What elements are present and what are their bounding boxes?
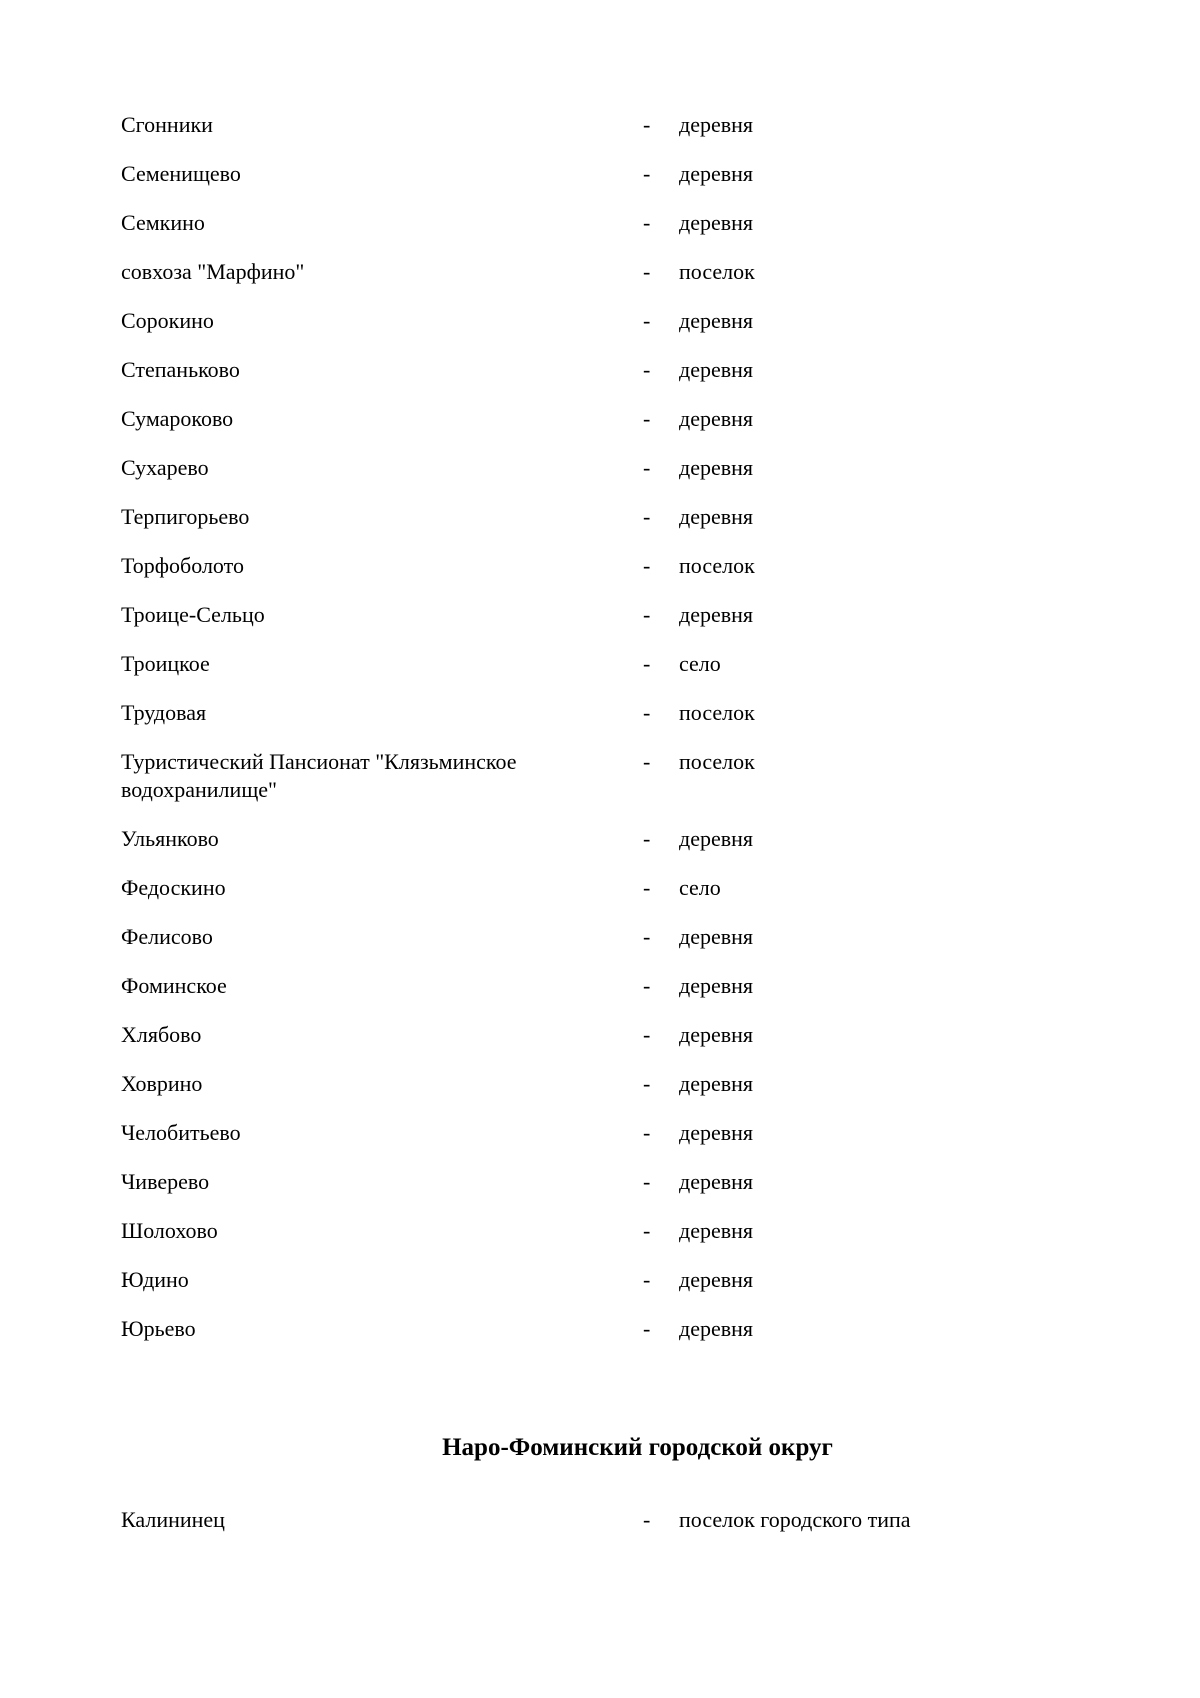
settlement-type: деревня <box>679 406 754 431</box>
settlement-list-2 <box>121 1506 1001 1555</box>
settlement-name: Сумароково <box>121 406 234 431</box>
list-item <box>121 552 1001 601</box>
settlement-type: деревня <box>679 1218 754 1243</box>
separator-dash: - <box>643 1218 651 1243</box>
list-item <box>121 650 1001 699</box>
list-item <box>121 699 1001 748</box>
separator-dash: - <box>643 112 651 137</box>
settlement-name: Троице-Сельцо <box>121 602 265 627</box>
list-item <box>121 1266 1001 1315</box>
list-item <box>121 454 1001 503</box>
section-heading: Наро-Фоминский городской округ <box>442 1434 833 1461</box>
settlement-name: Ульянково <box>121 826 219 851</box>
separator-dash: - <box>643 1316 651 1341</box>
list-item <box>121 111 1001 160</box>
settlement-name: совхоза "Марфино" <box>121 259 305 284</box>
settlement-name: Челобитьево <box>121 1120 241 1145</box>
separator-dash: - <box>643 161 651 186</box>
list-item <box>121 1119 1001 1168</box>
settlement-type: деревня <box>679 308 754 333</box>
settlement-name: Терпигорьево <box>121 504 250 529</box>
settlement-type: деревня <box>679 210 754 235</box>
list-item <box>121 405 1001 454</box>
settlement-name: Хлябово <box>121 1022 202 1047</box>
list-item <box>121 972 1001 1021</box>
list-item <box>121 1168 1001 1217</box>
settlement-type: деревня <box>679 1022 754 1047</box>
separator-dash: - <box>643 210 651 235</box>
settlement-type: поселок <box>679 700 755 725</box>
separator-dash: - <box>643 259 651 284</box>
settlement-name: Чиверево <box>121 1169 210 1194</box>
separator-dash: - <box>643 308 651 333</box>
settlement-type: поселок городского типа <box>679 1507 911 1532</box>
settlement-type: деревня <box>679 504 754 529</box>
settlement-type: поселок <box>679 259 755 284</box>
settlement-name: Юдино <box>121 1267 189 1292</box>
settlement-name: Калининец <box>121 1507 225 1532</box>
separator-dash: - <box>643 1507 651 1532</box>
settlement-type: деревня <box>679 1120 754 1145</box>
settlement-name: Туристический Пансионат "Клязьминское водохранилище" <box>121 749 517 802</box>
list-item <box>121 160 1001 209</box>
settlement-type: поселок <box>679 749 755 774</box>
settlement-name: Сгонники <box>121 112 213 137</box>
settlement-type: деревня <box>679 924 754 949</box>
list-item <box>121 307 1001 356</box>
settlement-name: Шолохово <box>121 1218 218 1243</box>
list-item <box>121 874 1001 923</box>
list-item <box>121 503 1001 552</box>
list-item <box>121 1217 1001 1266</box>
separator-dash: - <box>643 357 651 382</box>
settlement-type: деревня <box>679 1267 754 1292</box>
separator-dash: - <box>643 973 651 998</box>
settlement-name: Фелисово <box>121 924 213 949</box>
settlement-name: Торфоболото <box>121 553 244 578</box>
list-item <box>121 1070 1001 1119</box>
settlement-name: Троицкое <box>121 651 210 676</box>
separator-dash: - <box>643 1267 651 1292</box>
list-item <box>121 923 1001 972</box>
separator-dash: - <box>643 406 651 431</box>
separator-dash: - <box>643 1169 651 1194</box>
settlement-type: деревня <box>679 1316 754 1341</box>
settlement-name: Степаньково <box>121 357 240 382</box>
list-item <box>121 258 1001 307</box>
settlement-name: Ховрино <box>121 1071 203 1096</box>
list-item <box>121 825 1001 874</box>
separator-dash: - <box>643 504 651 529</box>
separator-dash: - <box>643 749 651 774</box>
settlement-name: Трудовая <box>121 700 207 725</box>
settlement-type: село <box>679 875 721 900</box>
settlement-name: Семкино <box>121 210 205 235</box>
list-item <box>121 601 1001 650</box>
separator-dash: - <box>643 1071 651 1096</box>
settlement-type: деревня <box>679 161 754 186</box>
settlement-type: поселок <box>679 553 755 578</box>
settlement-name: Федоскино <box>121 875 226 900</box>
settlement-type: село <box>679 651 721 676</box>
settlement-type: деревня <box>679 112 754 137</box>
settlement-name: Юрьево <box>121 1316 196 1341</box>
settlement-type: деревня <box>679 357 754 382</box>
separator-dash: - <box>643 553 651 578</box>
settlement-type: деревня <box>679 973 754 998</box>
settlement-type: деревня <box>679 602 754 627</box>
list-item <box>121 1021 1001 1070</box>
separator-dash: - <box>643 651 651 676</box>
separator-dash: - <box>643 924 651 949</box>
separator-dash: - <box>643 1022 651 1047</box>
settlement-type: деревня <box>679 826 754 851</box>
settlement-type: деревня <box>679 1169 754 1194</box>
settlement-type: деревня <box>679 1071 754 1096</box>
separator-dash: - <box>643 700 651 725</box>
settlement-list <box>121 111 1001 1364</box>
settlement-name: Семенищево <box>121 161 241 186</box>
list-item <box>121 209 1001 258</box>
separator-dash: - <box>643 826 651 851</box>
separator-dash: - <box>643 455 651 480</box>
list-item <box>121 748 1001 825</box>
settlement-name: Сорокино <box>121 308 214 333</box>
list-item <box>121 356 1001 405</box>
separator-dash: - <box>643 602 651 627</box>
settlement-name: Фоминское <box>121 973 227 998</box>
separator-dash: - <box>643 875 651 900</box>
list-item <box>121 1506 1001 1555</box>
list-item <box>121 1315 1001 1364</box>
separator-dash: - <box>643 1120 651 1145</box>
settlement-type: деревня <box>679 455 754 480</box>
settlement-name: Сухарево <box>121 455 209 480</box>
